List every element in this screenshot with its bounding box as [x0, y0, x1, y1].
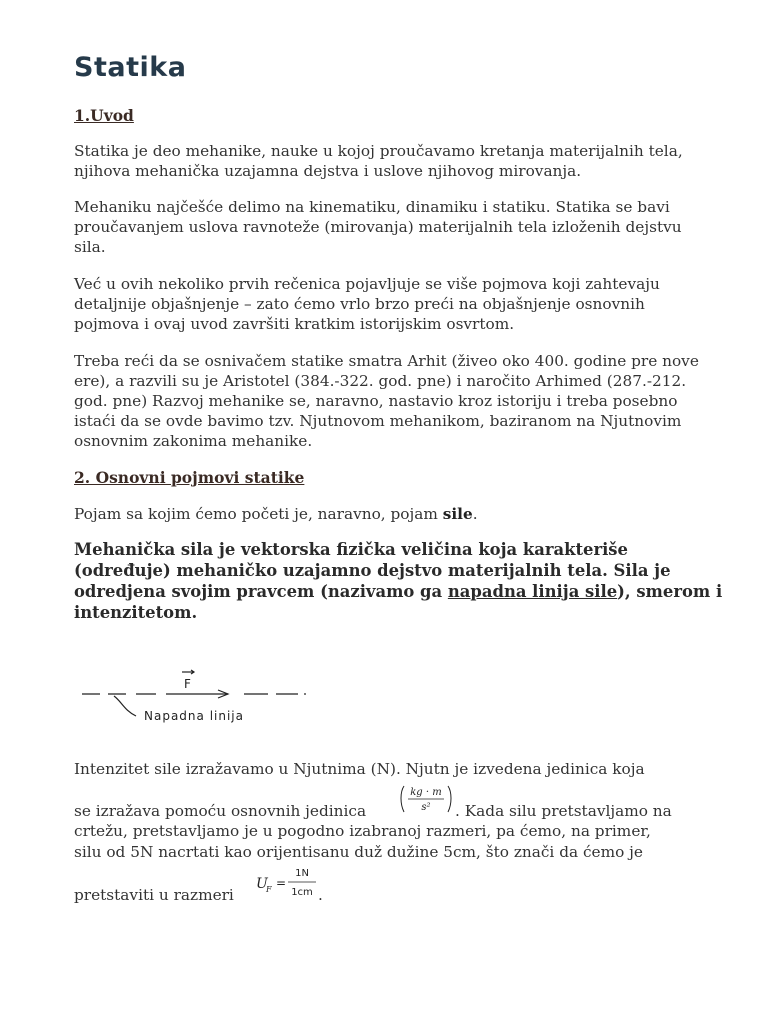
definition-text-start: Mehanička sila je vektorska fizička veličina koja karakteriše (određuje) mehaničko uzajamno dejstvo materijalnih tela. Sila je odredjena svojim pravcem (nazivamo ga — [74, 540, 671, 601]
definition-underlined-term: napadna linija sile — [447, 582, 618, 601]
leader-line — [114, 696, 136, 716]
definition-text-end: ), smerom i intenzitetom. — [74, 582, 723, 622]
text-line-b: crtežu, pretstavljamo je u pogodno izabranoj razmeri, pa ćemo, na primer, — [74, 822, 651, 840]
formula-denominator: s² — [421, 802, 431, 813]
paragraph-5-text: Pojam sa kojim ćemo početi je, naravno, pojam — [74, 505, 443, 523]
paragraph-2: Mehaniku najčešće delimo na kinematiku, dinamiku i statiku. Statika se bavi proučavanjem uslova ravnoteže (mirovanja) materijalnih tela izloženih dejstvu sila. — [74, 198, 682, 256]
vector-label: F — [184, 677, 191, 691]
text-after-formula-2: . — [318, 886, 323, 904]
paren-right-icon — [448, 786, 451, 812]
scale-subscript: F — [266, 885, 272, 894]
paragraph-5 — [74, 504, 714, 524]
paren-left-icon — [401, 786, 404, 812]
force-line-diagram — [78, 664, 318, 728]
scale-symbol: U — [256, 876, 268, 892]
paragraph-4: Treba reći da se osnivačem statike smatra Arhit (živeo oko 400. godine pre nove ere), a razvili su je Aristotel (384.-322. god. pne) i naročito Arhimed (287.-212. god. pne) Razvoj mehanike se, naravno, nastavio kroz istoriju i treba posebno istaći da se ovde bavimo tzv. Njutnovom mehanikom, baziranom na Njutnovim osnovnim zakonima mehanike. — [74, 352, 699, 450]
scale-numerator: 1N — [295, 868, 309, 879]
paragraph-6: Intenzitet sile izražavamo u Njutnima (N). Njutn je izvedena jedinica koja — [74, 760, 645, 778]
text-line-a: se izražava pomoću osnovnih jedinica — [74, 802, 367, 820]
page-title: Statika — [74, 52, 187, 83]
keyword-sile: sile — [442, 505, 473, 523]
text-after-formula-1: . Kada silu pretstavljamo na — [455, 802, 672, 820]
text-line-c: silu od 5N nacrtati kao orijentisanu duž dužine 5cm, što znači da ćemo je — [74, 843, 643, 861]
force-definition — [74, 539, 724, 623]
svg-text:=: = — [276, 876, 287, 890]
scale-denominator: 1cm — [291, 887, 313, 898]
paragraph-5-end: . — [472, 505, 478, 523]
paragraph-3: Već u ovih nekoliko prvih rečenica pojavljuje se više pojmova koji zahtevaju detaljnije objašnjenje – zato ćemo vrlo brzo preći na objašnjenje osnovnih pojmova i ovaj uvod završiti kratkim istorijskim osvrtom. — [74, 275, 660, 333]
scale-formula — [254, 862, 324, 902]
text-line-d: pretstaviti u razmeri — [74, 886, 234, 904]
unit-formula — [398, 782, 454, 818]
formula-numerator: kg · m — [410, 787, 442, 798]
paragraph-1: Statika je deo mehanike, nauke u kojoj proučavamo kretanja materijalnih tela, njihova mehanička uzajamna dejstva i uslove njihovog mirovanja. — [74, 142, 683, 180]
line-label: Napadna linija — [144, 709, 244, 723]
section-heading-uvod: 1.Uvod — [74, 106, 134, 125]
section-heading-osnovni-pojmovi: 2. Osnovni pojmovi statike — [74, 468, 305, 487]
